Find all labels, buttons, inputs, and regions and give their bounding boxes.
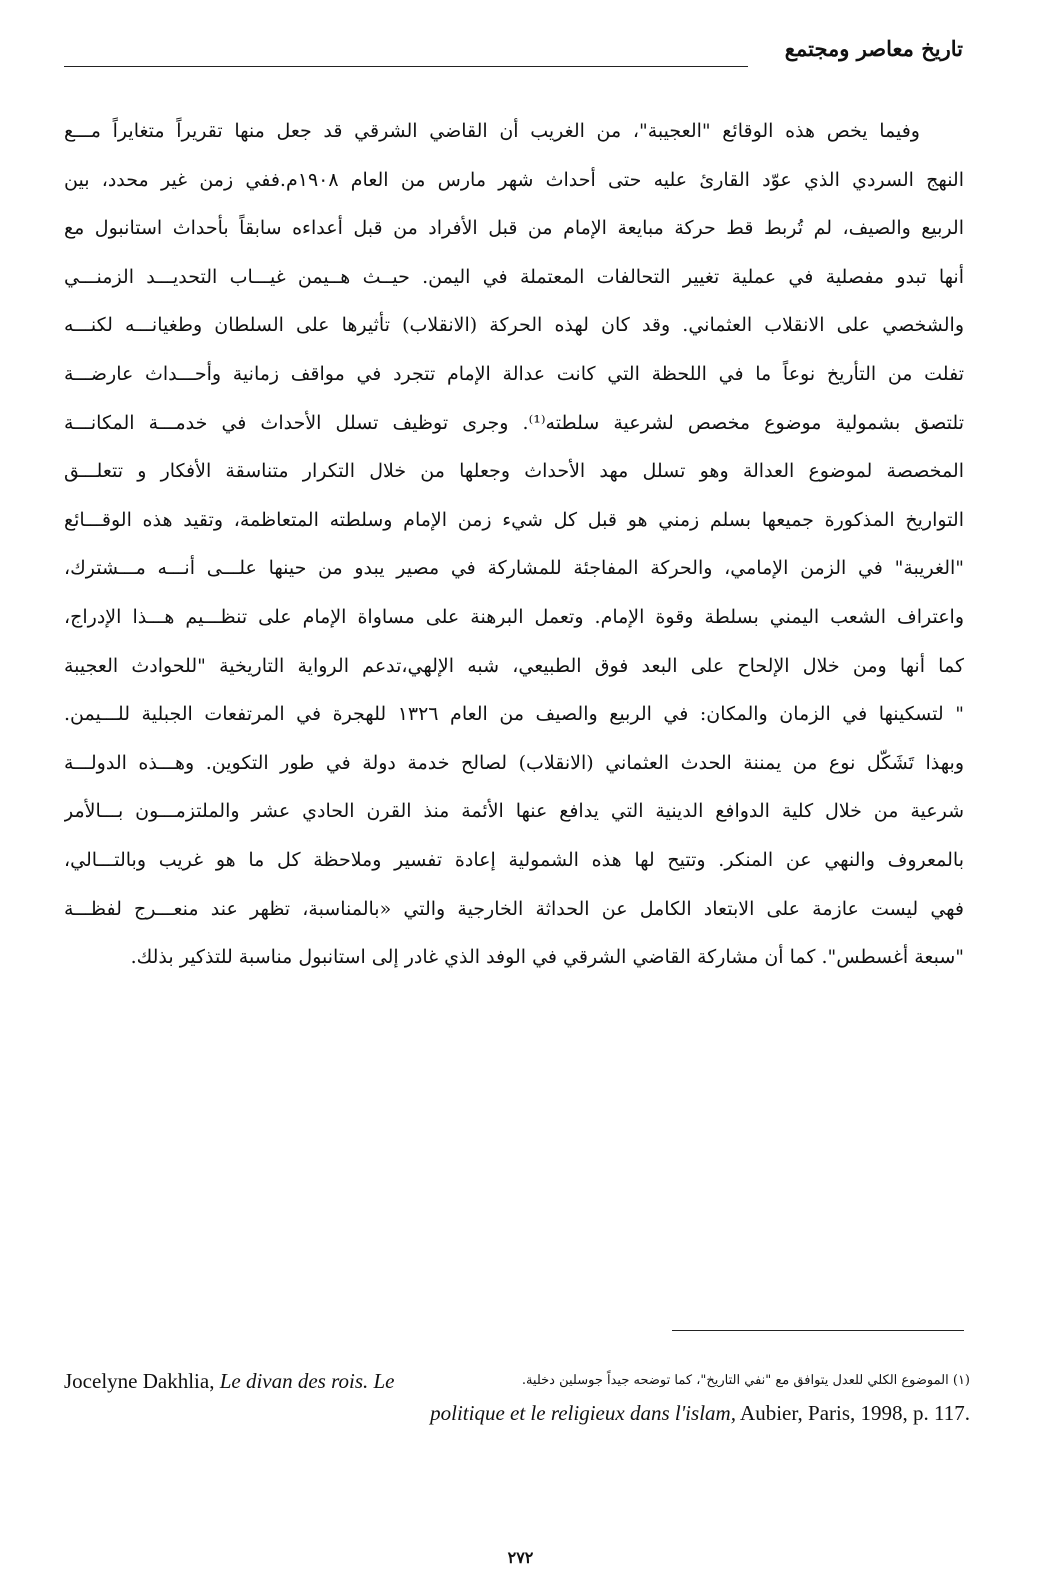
text-line: النهج السردي الذي عوّد القارئ عليه حتى أحداث شهر مارس من العام ١٩٠٨م.ففي زمن غير محدد، بين	[64, 168, 964, 191]
citation-publisher: Aubier, Paris, 1998, p. 117.	[740, 1401, 970, 1425]
body-text	[64, 107, 964, 982]
text-line: شرعية من خلال كلية الدوافع الدينية التي يدافع عنها الأئمة منذ القرن الحادي عشر والملتزمـــون بـــالأمر	[64, 800, 964, 823]
text-line: الربيع والصيف، لم تُربط قط حركة مبايعة الإمام من قبل الأفراد من قبل أعداءه سابقاً بأحداث استانبول مع	[64, 217, 964, 240]
citation-title: Le divan des rois. Le	[219, 1369, 395, 1393]
text-line: وفيما يخص هذه الوقائع "العجيبة"، من الغريب أن القاضي الشرقي قد جعل منها تقريراً متغايراً مـــع	[64, 120, 920, 142]
running-header: تاريخ معاصر ومجتمع	[784, 36, 963, 61]
text-line: تفلت من التأريخ نوعاً ما في اللحظة التي كانت عدالة الإمام تتجرد في مواقف زمانية وأحـــداث عارضـــة	[64, 362, 964, 385]
footnote-line	[64, 1398, 970, 1428]
footnote-rule	[672, 1330, 964, 1331]
text-line: أنها تبدو مفصلية في عملية تغيير التحالفات المعتملة في اليمن. حيــث هــيمن غيـــاب التحديـــد الزمنـــي	[64, 265, 964, 288]
text-line: تلتصق بشمولية موضوع مخصص لشرعية سلطته⁽¹⁾. وجرى توظيف تسلل الأحداث في خدمـــة المكانـــة	[64, 411, 964, 434]
page-number: ٢٧٢	[507, 1548, 534, 1567]
text-line: كما أنها ومن خلال الإلحاح على البعد فوق الطبيعي، شبه الإلهي،تدعم الرواية التاريخية "للحوادث العجيبة	[64, 654, 964, 677]
text-line: واعتراف الشعب اليمني بسلطة وقوة الإمام. وتعمل البرهنة على مساواة الإمام على تنظـــيم هـــذا الإدراج،	[64, 605, 964, 628]
text-line: "سبعة أغسطس". كما أن مشاركة القاضي الشرقي في الوفد الذي غادر إلى استانبول مناسبة للتذكير بذلك.	[130, 946, 964, 969]
footnote-arabic: (١) الموضوع الكلي للعدل يتوافق مع "نفي التاريخ"، كما توضحه جيداً جوسلين دخلية.	[521, 1373, 970, 1388]
citation-title-cont: politique et le religieux dans l'islam,	[430, 1401, 736, 1425]
footnote	[64, 1364, 970, 1428]
text-line: والشخصي على الانقلاب العثماني. وقد كان لهذه الحركة (الانقلاب) تأثيرها على السلطان وطغيانـــه لكنـــه	[64, 314, 964, 337]
text-line: المخصصة لموضوع العدالة وهو تسلل مهد الأحداث وجعلها من خلال التكرار متناسقة الأفكار و تتعلـــق	[64, 460, 964, 483]
text-line: " لتسكينها في الزمان والمكان: في الربيع والصيف من العام ١٣٢٦ للهجرة في المرتفعات الجبلية للـــيمن.	[64, 703, 964, 726]
text-line: وبهذا تَشَكّل نوع من يمننة الحدث العثماني (الانقلاب) لصالح خدمة دولة في طور التكوين. وهـــذه الدولـــة	[64, 751, 964, 774]
header-rule	[64, 66, 748, 67]
text-line: بالمعروف والنهي عن المنكر. وتتيح لها هذه الشمولية إعادة تفسير وملاحظة كل ما هو غريب وبالتـــالي،	[64, 848, 964, 871]
footnote-citation	[64, 1364, 395, 1398]
citation-author: Jocelyne Dakhlia,	[64, 1369, 215, 1393]
text-line: "الغريبة" في الزمن الإمامي، والحركة المفاجئة للمشاركة في مصير يبدو من حينها علـــى أنـــه مـــشترك،	[64, 557, 964, 580]
text-line: التواريخ المذكورة جميعها بسلم زمني هو قبل كل شيء زمن الإمام وسلطته المتعاظمة، وتقيد هذه الوقـــائع	[64, 508, 964, 531]
text-line: فهي ليست عازمة على الابتعاد الكامل عن الحداثة الخارجية والتي «بالمناسبة، تظهر عند منعـــرج لفظـــة	[64, 897, 964, 920]
footnote-line	[64, 1364, 970, 1398]
